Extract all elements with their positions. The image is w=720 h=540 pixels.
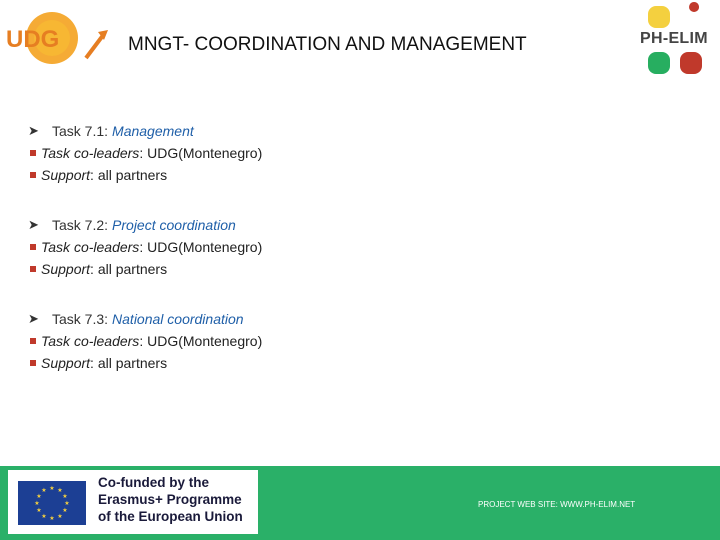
task-name: Project coordination [112,217,236,233]
square-bullet-icon [30,150,36,156]
support-key: Support [41,355,91,371]
svg-text:★: ★ [34,500,40,507]
task-name: National coordination [112,311,244,327]
task-block-1 [28,120,448,186]
svg-text:★: ★ [41,487,47,494]
project-website-link[interactable]: PROJECT WEB SITE: WWW.PH-ELIM.NET [478,500,636,509]
co-leaders-line [28,330,448,352]
support-value: : all partners [90,355,168,371]
co-leaders-line [28,236,448,258]
task-name: Management [112,123,194,139]
eu-line-2: Erasmus+ Programme [98,492,242,507]
svg-text:★: ★ [49,515,55,522]
eu-line-1: Co-funded by the [98,475,209,490]
svg-text:★: ★ [62,507,68,514]
co-leaders-value: : UDG(Montenegro) [139,145,263,161]
eu-flag-icon [18,481,86,525]
co-leaders-value: : UDG(Montenegro) [139,239,263,255]
task-label: Task 7.2: [52,217,109,233]
square-bullet-icon [30,338,36,344]
slide-title: MNGT- COORDINATION AND MANAGEMENT [128,34,527,55]
svg-text:★: ★ [64,500,70,507]
arrow-bullet-icon: ➤ [28,123,39,138]
task-label: Task 7.1: [52,123,109,139]
eu-funding-text [98,474,258,525]
square-bullet-icon [30,266,36,272]
arrow-bullet-icon: ➤ [28,311,39,326]
eu-line-3: of the European Union [98,509,243,524]
co-leaders-line [28,142,448,164]
svg-text:★: ★ [36,493,42,500]
svg-text:★: ★ [49,485,55,492]
svg-text:★: ★ [62,493,68,500]
task-block-3 [28,308,448,374]
svg-text:★: ★ [57,487,63,494]
support-value: : all partners [90,261,168,277]
udg-logo [0,0,120,75]
support-key: Support [41,167,91,183]
task-heading [28,308,448,330]
task-block-2 [28,214,448,280]
task-label: Task 7.3: [52,311,109,327]
square-bullet-icon [30,172,36,178]
co-leaders-value: : UDG(Montenegro) [139,333,263,349]
svg-text:★: ★ [57,513,63,520]
square-bullet-icon [30,244,36,250]
svg-text:★: ★ [41,513,47,520]
svg-text:★: ★ [36,507,42,514]
co-leaders-key: Task co-leaders [41,333,140,349]
co-leaders-key: Task co-leaders [41,145,140,161]
ph-elim-logo-text: PH-ELIM [640,30,708,47]
square-bullet-icon [30,360,36,366]
udg-logo-text: UDG [6,26,60,53]
task-heading [28,214,448,236]
support-line [28,164,448,186]
arrow-bullet-icon: ➤ [28,217,39,232]
support-line [28,258,448,280]
support-value: : all partners [90,167,168,183]
support-key: Support [41,261,91,277]
support-line [28,352,448,374]
task-heading [28,120,448,142]
co-leaders-key: Task co-leaders [41,239,140,255]
